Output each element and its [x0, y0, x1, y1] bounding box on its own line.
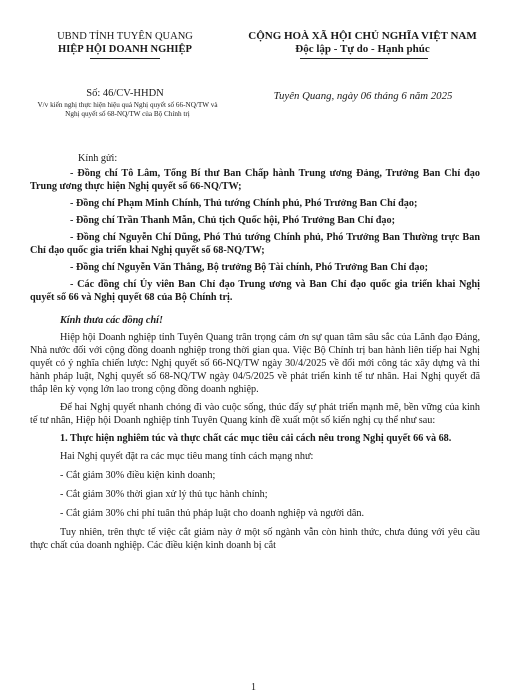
recipient-4: - Đồng chí Nguyễn Chí Dũng, Phó Thủ tướng Chính phủ, Phó Trưởng Ban Thường trực Ban Chỉ đạo quốc gia triển khai Nghị quyết số 68-NQ/TW;: [30, 232, 480, 256]
paragraph-1: Hiệp hội Doanh nghiệp tỉnh Tuyên Quang trân trọng cảm ơn sự quan tâm sâu sắc của Lãnh đạo Đảng, Nhà nước đối với cộng đồng doanh nghiệp trong thời gian qua. Việc Bộ Chính trị ban hành liên tiếp hai Nghị quyết có ý nghĩa chiến lược: Nghị quyết số 66-NQ/TW ngày 30/4/2025 về đổi mới công tác xây dựng và thi hành pháp luật, Nghị quyết số 68-NQ/TW ngày 04/5/2025 về phát triển kinh tế tư nhân. Hai Nghị quyết đã thắp lên kỳ vọng lớn lao trong cộng đồng doanh nghiệp.: [30, 332, 480, 395]
bullet-2: - Cắt giảm 30% thời gian xử lý thủ tục hành chính;: [60, 489, 268, 500]
document-subject: V/v kiến nghị thực hiện hiệu quả Nghị quyết số 66-NQ/TW và Nghị quyết số 68-NQ/TW của Bộ Chính trị: [37, 101, 218, 118]
recipient-1: - Đồng chí Tô Lâm, Tổng Bí thư Ban Chấp hành Trung ương Đảng, Trưởng Ban Chỉ đạo Trung ương thực hiện Nghị quyết số 66-NQ/TW;: [30, 168, 480, 192]
page-number: 1: [251, 682, 256, 693]
nation-line-2: Độc lập - Tự do - Hạnh phúc: [295, 43, 430, 55]
section-1-intro: Hai Nghị quyết đặt ra các mục tiêu mang tính cách mạng như:: [60, 451, 314, 462]
org-underline: [90, 58, 160, 59]
recipient-2: - Đồng chí Phạm Minh Chính, Thủ tướng Chính phủ, Phó Trưởng Ban Chỉ đạo;: [70, 198, 418, 209]
recipient-6: - Các đồng chí Ủy viên Ban Chỉ đạo Trung ương và Ban Chỉ đạo quốc gia triển khai Nghị quyết số 66 và Nghị quyết 68 của Bộ Chính trị.: [30, 279, 480, 303]
org-line-2: HIỆP HỘI DOANH NGHIỆP: [58, 44, 192, 55]
letter-body: [30, 152, 480, 557]
salutation-label: Kính gửi:: [78, 153, 118, 164]
date-line: Tuyên Quang, ngày 06 tháng 6 năm 2025: [273, 90, 453, 102]
recipient-3: - Đồng chí Trần Thanh Mẫn, Chủ tịch Quốc hội, Phó Trưởng Ban Chỉ đạo;: [70, 215, 396, 226]
greeting: Kính thưa các đồng chí!: [60, 315, 163, 326]
paragraph-2: Để hai Nghị quyết nhanh chóng đi vào cuộc sống, thúc đẩy sự phát triển mạnh mẽ, bền vững của kinh tế tư nhân, Hiệp hội Doanh nghiệp tỉnh Tuyên Quang kính đề xuất một số kiến nghị cụ thể như sau:: [30, 402, 480, 426]
section-1-title: 1. Thực hiện nghiêm túc và thực chất các mục tiêu cải cách nêu trong Nghị quyết 66 và 68.: [60, 433, 452, 444]
motto-underline: [300, 58, 428, 59]
national-motto: [230, 30, 495, 56]
org-line-1: UBND TỈNH TUYÊN QUANG: [57, 31, 193, 42]
document-number: Số: 46/CV-HHDN: [86, 88, 164, 99]
nation-line-1: CỘNG HOÀ XÃ HỘI CHỦ NGHĨA VIỆT NAM: [248, 30, 477, 42]
bullet-1: - Cắt giảm 30% điều kiện kinh doanh;: [60, 470, 216, 481]
recipient-5: - Đồng chí Nguyễn Văn Thắng, Bộ trưởng Bộ Tài chính, Phó Trưởng Ban Chỉ đạo;: [70, 262, 428, 273]
closing-paragraph: Tuy nhiên, trên thực tế việc cắt giảm này ở một số ngành vẫn còn hình thức, chưa đúng với yêu cầu thực chất của doanh nghiệp. Các điều kiện kinh doanh bị cắt: [30, 527, 480, 551]
bullet-3: - Cắt giảm 30% chi phí tuân thủ pháp luật cho doanh nghiệp và người dân.: [60, 508, 365, 519]
issuing-organization: [30, 30, 220, 56]
